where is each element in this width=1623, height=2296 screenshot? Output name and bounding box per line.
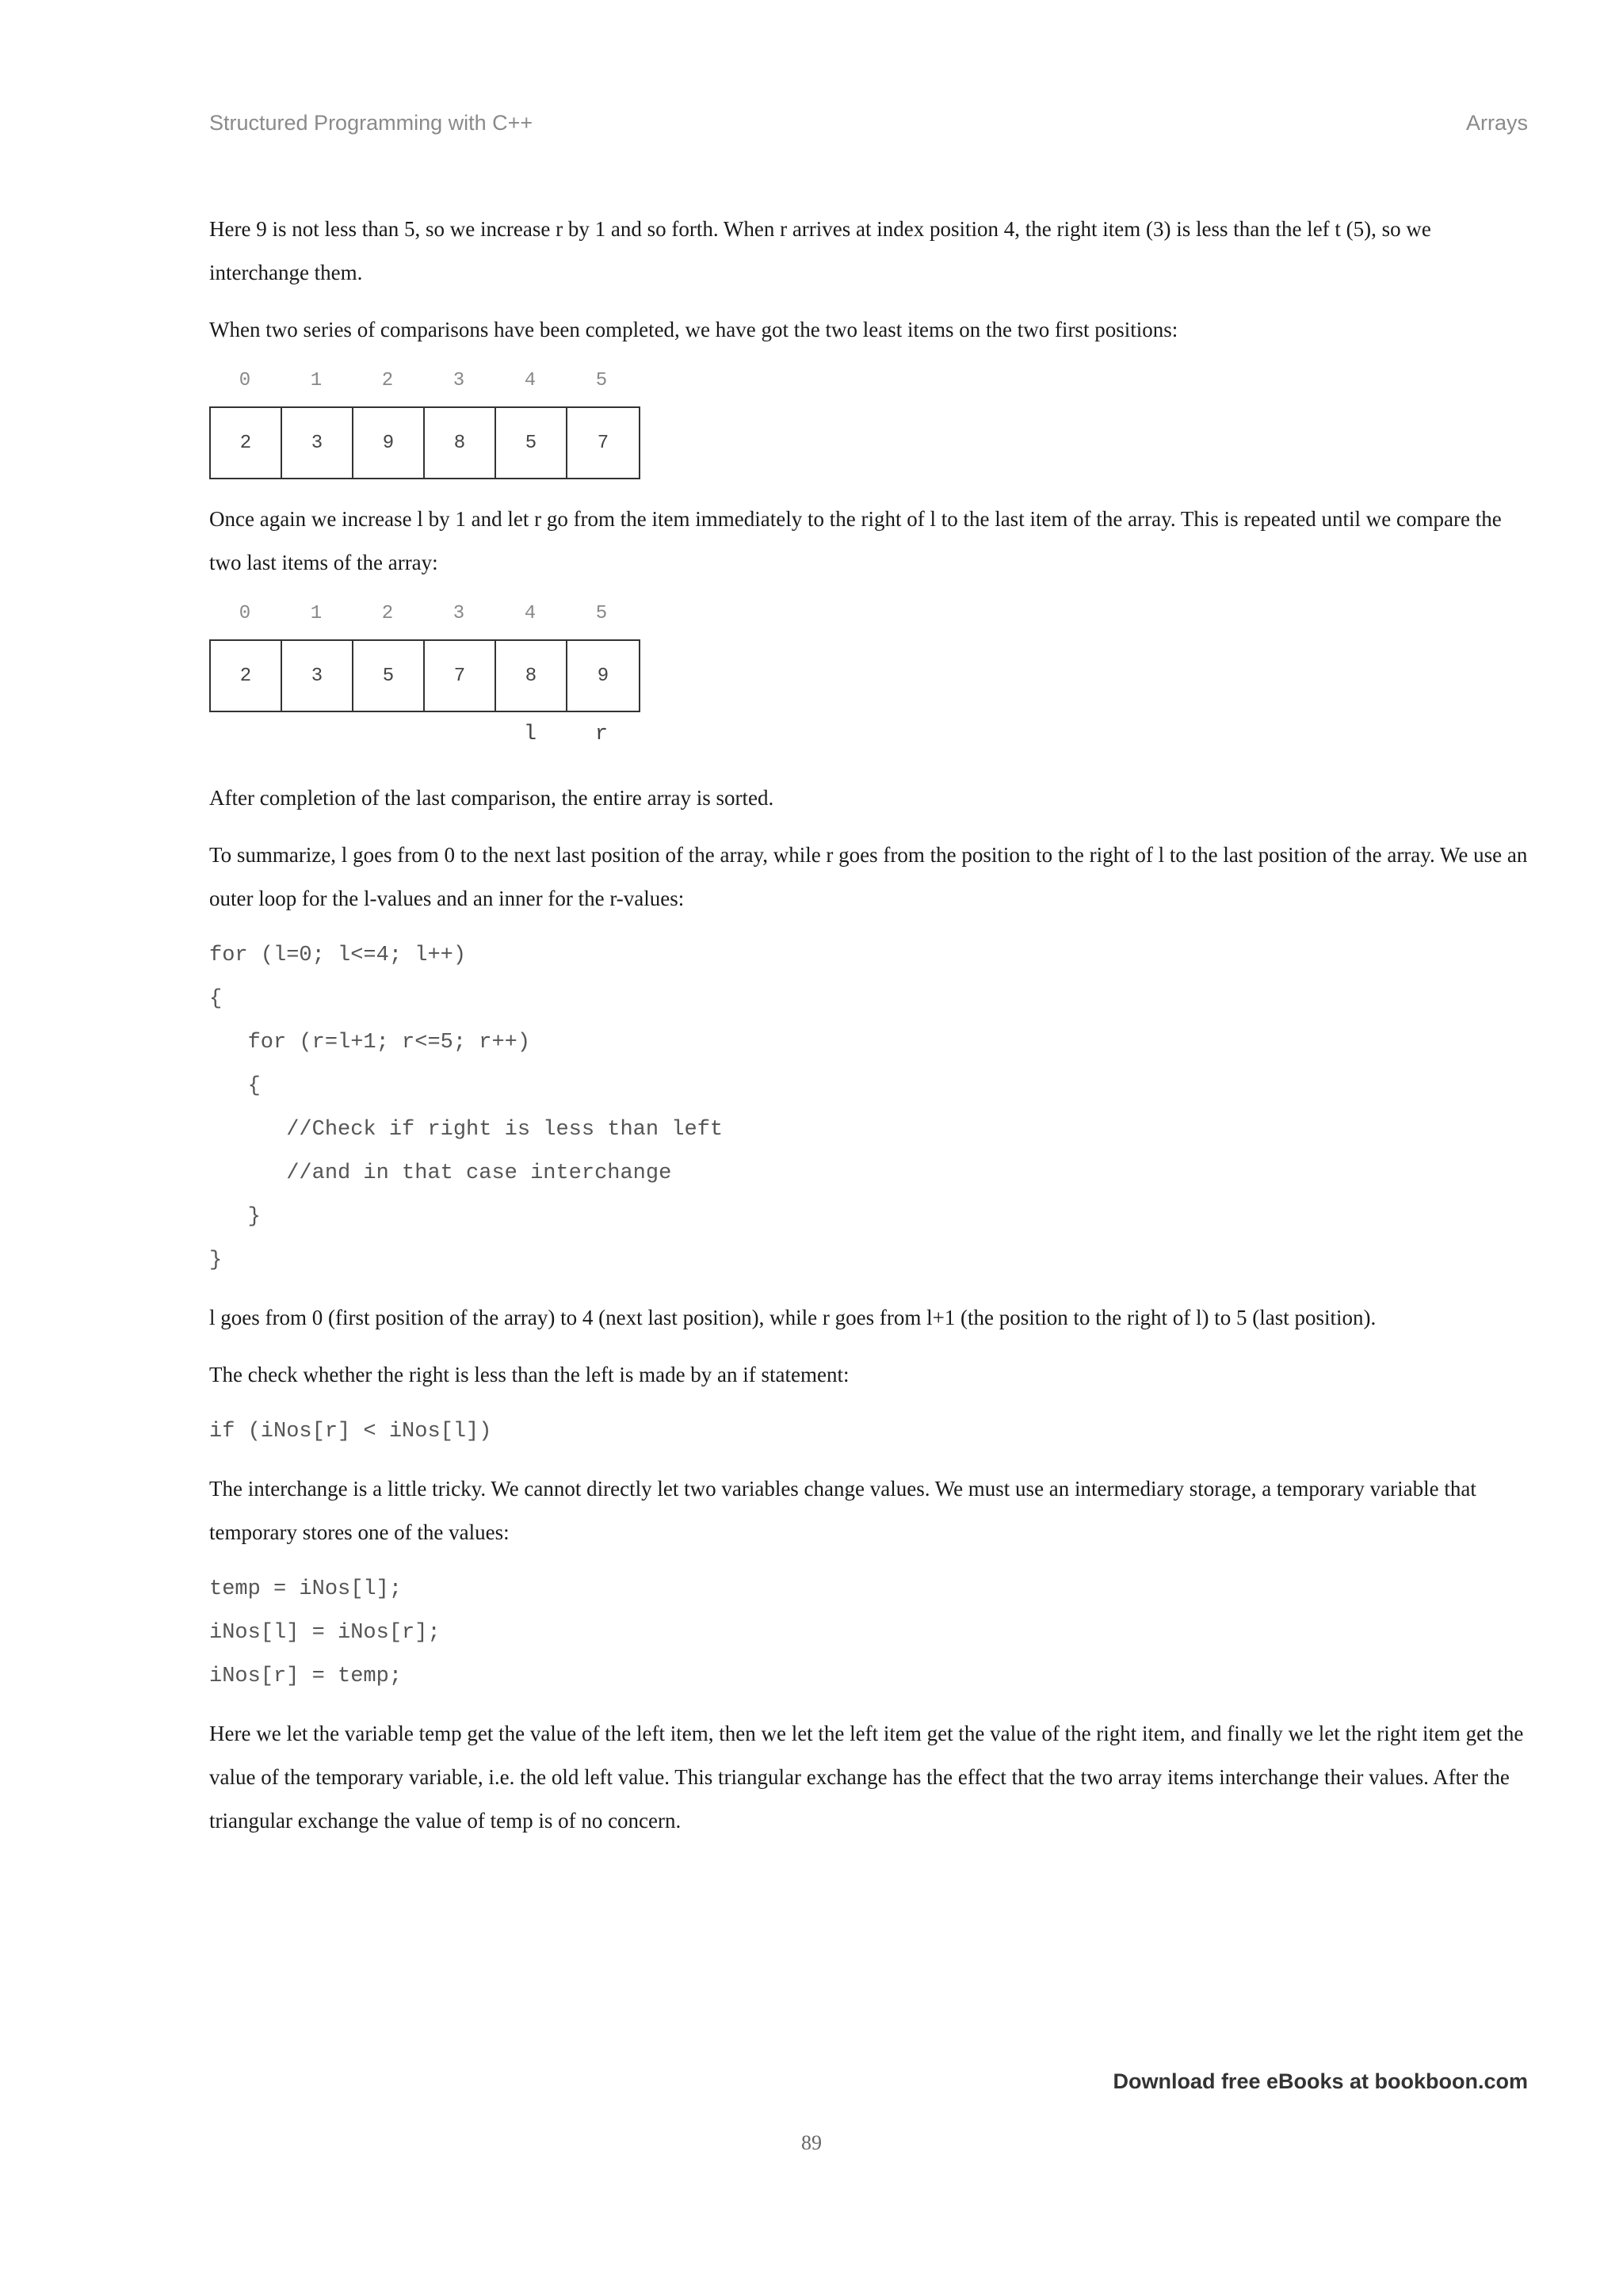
paragraph: The check whether the right is less than the left is made by an if statement: bbox=[209, 1363, 850, 1386]
index-label: 2 bbox=[381, 370, 394, 391]
array-cell: 8 bbox=[496, 641, 567, 711]
running-header bbox=[209, 111, 1528, 143]
paragraph: After completion of the last comparison, the entire array is sorted. bbox=[209, 786, 774, 810]
index-label: 3 bbox=[453, 370, 465, 391]
array-cell: 3 bbox=[282, 641, 353, 711]
index-row bbox=[209, 598, 637, 630]
array-cell: 7 bbox=[597, 432, 609, 454]
r-pointer-label: r bbox=[594, 723, 609, 746]
array-cell: 2 bbox=[211, 408, 282, 478]
index-label: 4 bbox=[524, 603, 537, 624]
index-label: 5 bbox=[595, 603, 608, 624]
array-cell: 9 bbox=[353, 408, 425, 478]
index-label: 4 bbox=[524, 370, 537, 391]
array-cells bbox=[209, 406, 640, 479]
code-block-if: if (iNos[r] < iNos[l]) bbox=[209, 1420, 492, 1444]
index-row bbox=[209, 365, 637, 397]
array-cell: 5 bbox=[496, 408, 567, 478]
code-block-loop: for (l=0; l<=4; l++) { for (r=l+1; r<=5; r++) { //Check if right is less than left //and in that case interchange } } bbox=[209, 944, 724, 1272]
array-cell: 8 bbox=[425, 408, 496, 478]
chapter-title: Arrays bbox=[1465, 111, 1528, 135]
array-cells bbox=[209, 639, 640, 712]
paragraph: To summarize, l goes from 0 to the next last position of the array, while r goes from the position to the right of l to the last position of the array. We use an outer loop for the l-values and an inner for the r-values: bbox=[209, 843, 1528, 910]
index-label: 0 bbox=[239, 603, 251, 624]
index-label: 0 bbox=[239, 370, 251, 391]
code-block-swap: temp = iNos[l]; iNos[l] = iNos[r]; iNos[r] = temp; bbox=[209, 1577, 441, 1688]
paragraph: Once again we increase l by 1 and let r go from the item immediately to the right of l to the last item of the array. This is repeated until we compare the two last items of the array: bbox=[209, 507, 1502, 574]
index-label: 1 bbox=[310, 603, 323, 624]
paragraph: Here 9 is not less than 5, so we increase r by 1 and so forth. When r arrives at index position 4, the right item (3) is less than the lef t (5), so we interchange them. bbox=[209, 217, 1431, 284]
index-label: 2 bbox=[381, 603, 394, 624]
array-cell: 3 bbox=[282, 408, 353, 478]
page-number: 89 bbox=[801, 2131, 822, 2154]
array-cell: 7 bbox=[425, 641, 496, 711]
paragraph: l goes from 0 (first position of the array) to 4 (next last position), while r goes from l+1 (the position to the right of l) to 5 (last position). bbox=[209, 1306, 1377, 1329]
array-cell: 9 bbox=[597, 665, 609, 687]
paragraph: The interchange is a little tricky. We cannot directly let two variables change values. We must use an intermediary storage, a temporary variable that temporary stores one of the values: bbox=[209, 1477, 1476, 1544]
index-label: 5 bbox=[595, 370, 608, 391]
array-cell: 2 bbox=[211, 641, 282, 711]
l-pointer-label: l bbox=[523, 723, 537, 746]
index-label: 1 bbox=[310, 370, 323, 391]
array-cell: 5 bbox=[353, 641, 425, 711]
paragraph: Here we let the variable temp get the value of the left item, then we let the left item get the value of the right item, and finally we let the right item get the value of the temporary variable, i.e. the old left value. This triangular exchange has the effect that the two array items interchange their values. After the triangular exchange the value of temp is of no concern. bbox=[209, 1722, 1524, 1833]
array-figure-1 bbox=[209, 365, 650, 484]
bookboon-link[interactable]: Download free eBooks at bookboon.com bbox=[1113, 2069, 1528, 2093]
page-content bbox=[209, 208, 1528, 1856]
index-label: 3 bbox=[453, 603, 465, 624]
book-title: Structured Programming with C++ bbox=[209, 111, 533, 135]
paragraph: When two series of comparisons have been completed, we have got the two least items on the two first positions: bbox=[209, 318, 1178, 341]
array-figure-2 bbox=[209, 598, 650, 763]
